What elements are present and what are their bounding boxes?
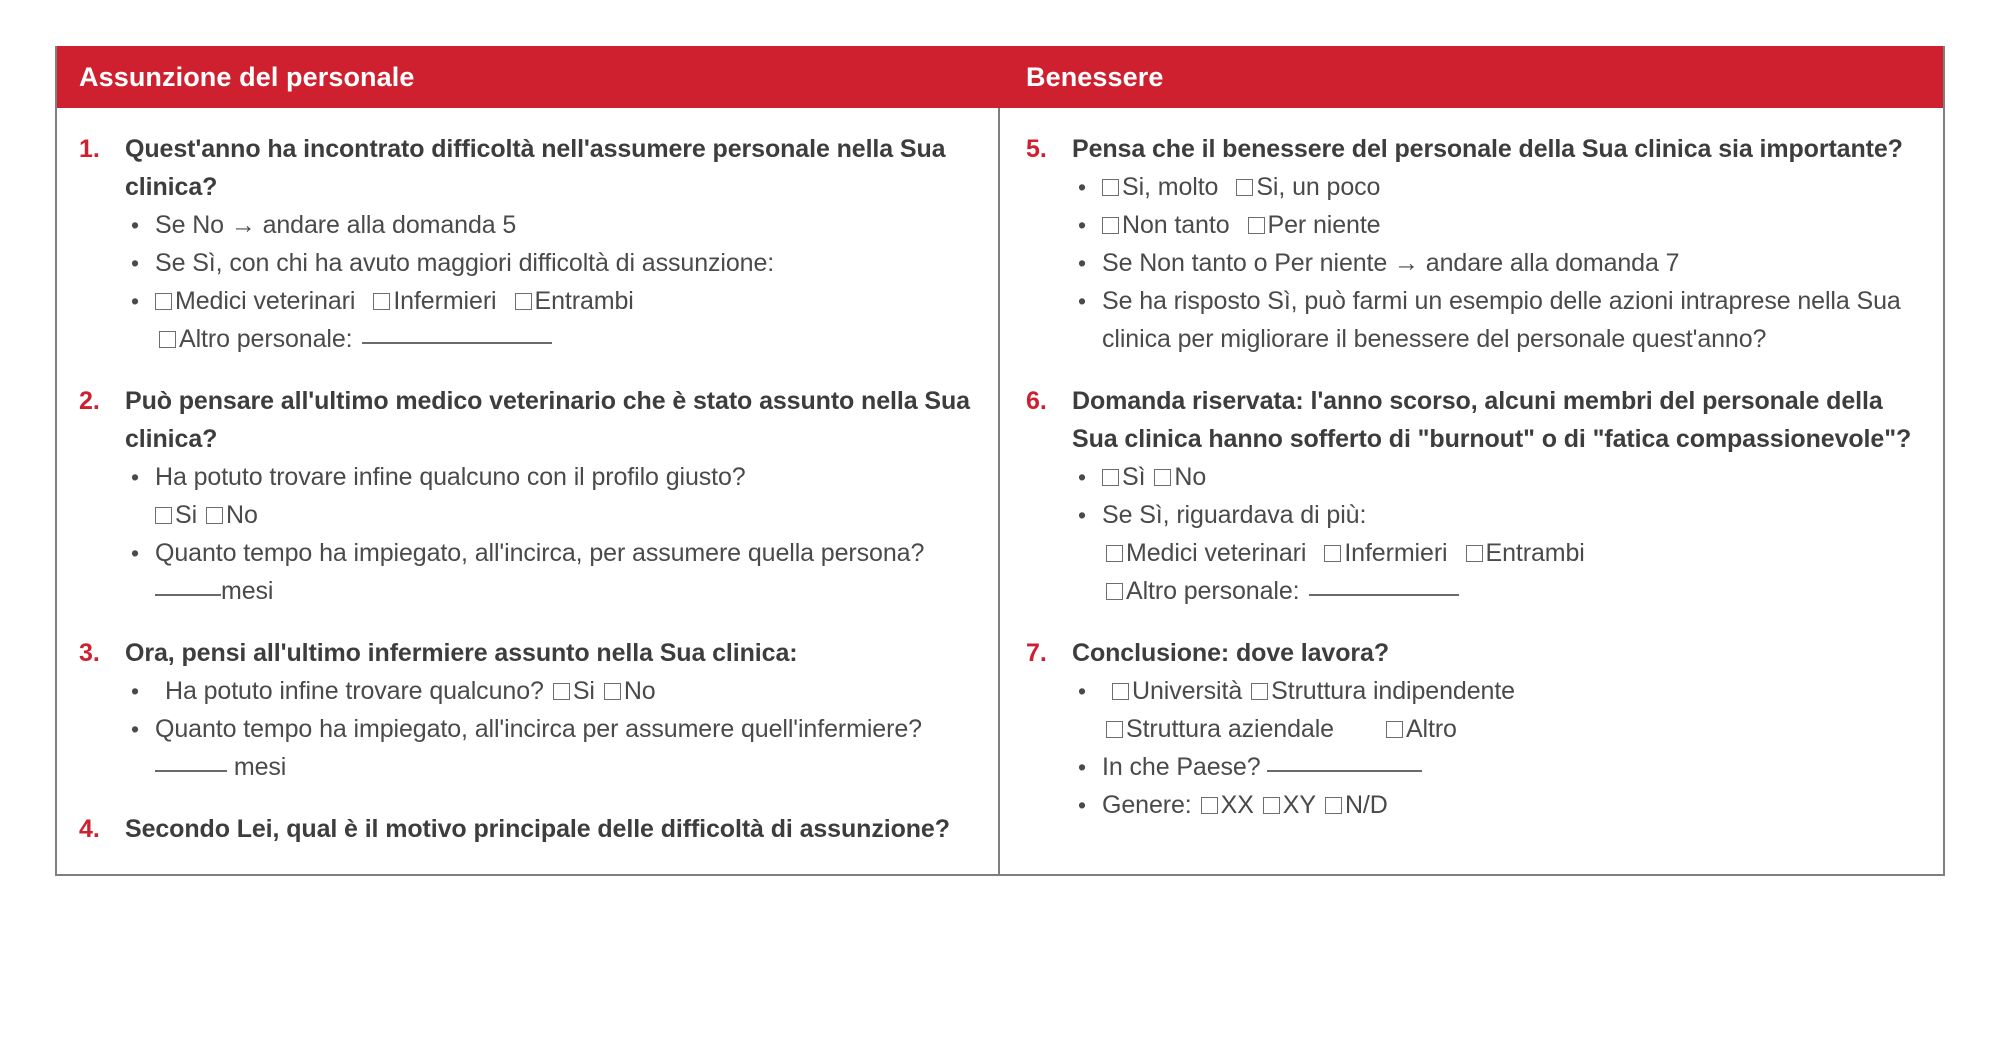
checkbox-label: Si [572,677,595,705]
sub-item-checkbox-group [125,282,980,320]
checkbox-label: XX [1220,791,1254,819]
column-assunzione-del-personale [57,108,1000,874]
question-number: 3. [79,639,100,667]
column-header-assunzione: Assunzione del personale [57,46,1000,108]
mesi-input[interactable] [155,770,227,772]
checkbox-medici-veterinari[interactable] [155,293,172,310]
checkbox-label: Altro personale: [179,325,353,353]
question-7-subitems [1072,672,1925,824]
table-body-row [57,108,1943,874]
sub-item-checkbox-group [1072,710,1925,748]
sub-item-label: In che Paese? [1102,753,1268,781]
checkbox-label: Per niente [1267,211,1381,239]
checkbox-per-niente[interactable] [1248,217,1265,234]
sub-item: • Ha potuto trovare infine qualcuno con il profilo giusto? [125,458,980,496]
checkbox-si-un-poco[interactable] [1236,179,1253,196]
checkbox-label: No [623,677,656,705]
checkbox-label: Si, molto [1122,173,1219,201]
question-5 [1026,130,1925,358]
sub-item-checkbox-group [1072,458,1925,496]
sub-item-checkbox-group [1072,534,1925,572]
checkbox-struttura-aziendale[interactable] [1106,721,1123,738]
checkbox-label: Si, un poco [1256,173,1381,201]
sub-item-label: Ha potuto infine trovare qualcuno? [165,677,544,705]
question-6-subitems [1072,458,1925,610]
field-unit-label: mesi [221,577,274,605]
question-number: 5. [1026,135,1047,163]
checkbox-si-molto[interactable] [1102,179,1119,196]
question-4 [79,810,980,848]
paese-input[interactable] [1267,770,1422,772]
checkbox-medici-veterinari[interactable] [1106,545,1123,562]
checkbox-label: Entrambi [534,287,634,315]
sub-item: • Se Non tanto o Per niente → andare alla domanda 7 [1072,244,1925,282]
checkbox-label: Non tanto [1122,211,1230,239]
sub-item: • Se ha risposto Sì, può farmi un esempio delle azioni intraprese nella Sua clinica per migliorare il benessere del personale quest'anno? [1072,282,1925,358]
question-3 [79,634,980,786]
question-1-subitems [125,206,980,358]
checkbox-label: Si [175,501,198,529]
sub-item: • Se No → andare alla domanda 5 [125,206,980,244]
checkbox-label: Infermieri [393,287,497,315]
question-number: 7. [1026,639,1047,667]
checkbox-no[interactable] [206,507,223,524]
question-7 [1026,634,1925,824]
question-text: Pensa che il benessere del personale della Sua clinica sia importante? [1072,135,1903,163]
question-text: Quest'anno ha incontrato difficoltà nell'assumere personale nella Sua clinica? [125,135,946,201]
question-1 [79,130,980,358]
question-text: Domanda riservata: l'anno scorso, alcuni membri del personale della Sua clinica hanno sofferto di "burnout" o di "fatica compassionevole"? [1072,387,1912,453]
checkbox-label: Altro [1405,715,1457,743]
question-3-subitems [125,672,980,786]
sub-item-other-field [125,320,980,358]
sub-item-label: Genere: [1102,791,1192,819]
question-number: 4. [79,815,100,843]
checkbox-label: Università [1132,677,1243,705]
mesi-input[interactable] [155,594,221,596]
checkbox-label: Struttura indipendente [1271,677,1515,705]
sub-item: • Se Sì, riguardava di più: [1072,496,1925,534]
checkbox-non-tanto[interactable] [1102,217,1119,234]
sub-item-other-field [1072,572,1925,610]
question-text: Conclusione: dove lavora? [1072,639,1390,667]
sub-item-checkbox-group [125,496,980,534]
checkbox-label: No [226,501,258,529]
question-text: Può pensare all'ultimo medico veterinario che è stato assunto nella Sua clinica? [125,387,970,453]
checkbox-label: Altro personale: [1126,577,1300,605]
checkbox-si[interactable] [553,683,570,700]
questionnaire-table [55,46,1945,876]
checkbox-altro[interactable] [1386,721,1403,738]
question-2-subitems [125,458,980,610]
checkbox-si[interactable] [1102,469,1119,486]
sub-item-checkbox-group [1072,168,1925,206]
checkbox-label: No [1174,463,1207,491]
sub-item-gender-group [1072,786,1925,824]
checkbox-entrambi[interactable] [515,293,532,310]
checkbox-label: Infermieri [1344,539,1448,567]
column-benessere [1000,108,1943,874]
table-header-row [57,46,1943,108]
question-5-subitems [1072,168,1925,358]
checkbox-label: N/D [1344,791,1388,819]
sub-item: • Quanto tempo ha impiegato, all'incirca, per assumere quella persona? [125,534,980,572]
checkbox-infermieri[interactable] [373,293,390,310]
checkbox-xx[interactable] [1201,797,1218,814]
altro-personale-input[interactable] [362,342,552,344]
sub-item-checkbox-group [1072,672,1925,710]
sub-item: • Se Sì, con chi ha avuto maggiori difficoltà di assunzione: [125,244,980,282]
checkbox-no[interactable] [1154,469,1171,486]
checkbox-label: XY [1282,791,1316,819]
sub-item-text-with-checkboxes [125,672,980,710]
question-number: 2. [79,387,100,415]
checkbox-xy[interactable] [1263,797,1280,814]
question-text: Secondo Lei, qual è il motivo principale delle difficoltà di assunzione? [125,815,950,843]
checkbox-entrambi[interactable] [1466,545,1483,562]
checkbox-struttura-indipendente[interactable] [1251,683,1268,700]
checkbox-si[interactable] [155,507,172,524]
checkbox-no[interactable] [604,683,621,700]
checkbox-label: Sì [1122,463,1146,491]
checkbox-altro-personale[interactable] [159,331,176,348]
checkbox-label: Medici veterinari [1126,539,1307,567]
question-text: Ora, pensi all'ultimo infermiere assunto nella Sua clinica: [125,639,798,667]
question-number: 6. [1026,387,1047,415]
field-unit-label: mesi [227,753,287,781]
checkbox-label: Struttura aziendale [1126,715,1334,743]
checkbox-label: Entrambi [1485,539,1585,567]
column-header-benessere: Benessere [1000,46,1943,108]
question-2 [79,382,980,610]
sub-item-checkbox-group [1072,206,1925,244]
sub-item-country-field [1072,748,1925,786]
checkbox-nd[interactable] [1325,797,1342,814]
sub-item-months-field [125,572,980,610]
checkbox-universita[interactable] [1112,683,1129,700]
sub-item-months-field [125,748,980,786]
sub-item: • Quanto tempo ha impiegato, all'incirca per assumere quell'infermiere? [125,710,980,748]
checkbox-altro-personale[interactable] [1106,583,1123,600]
question-number: 1. [79,135,100,163]
checkbox-label: Medici veterinari [175,287,356,315]
checkbox-infermieri[interactable] [1324,545,1341,562]
question-6 [1026,382,1925,610]
altro-personale-input[interactable] [1309,594,1459,596]
